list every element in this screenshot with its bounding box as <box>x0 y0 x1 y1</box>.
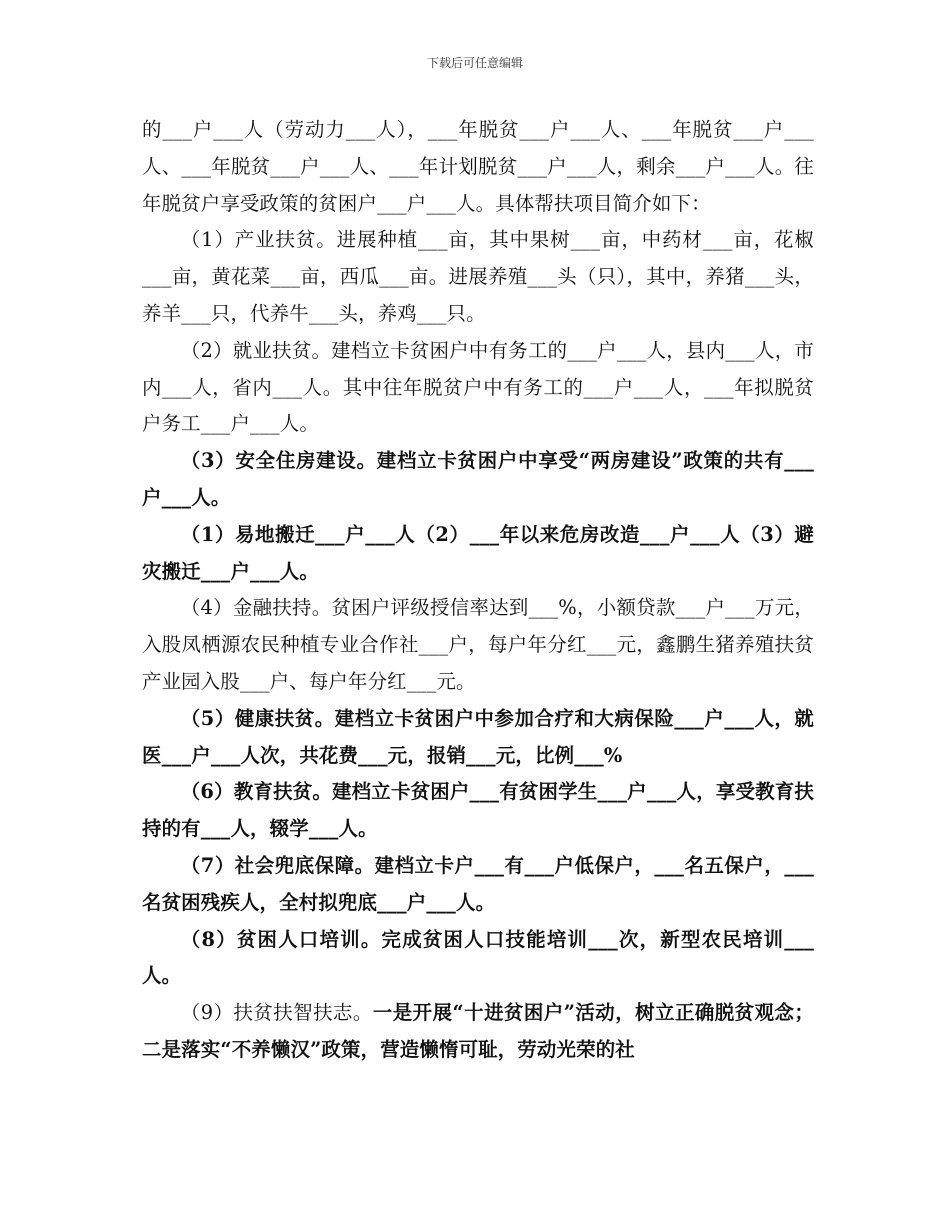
paragraph-health: （5）健康扶贫。建档立卡贫困户中参加合疗和大病保险___户___人，就医___户___人次，共花费___元，报销___元，比例___% <box>142 706 814 767</box>
paragraph-education: （6）教育扶贫。建档立卡贫困户___有贫困学生___户___人，享受教育扶持的有___人，辍学___人。 <box>142 780 814 841</box>
paragraph-housing: （3）安全住房建设。建档立卡贫困户中享受“两房建设”政策的共有___户___人。 <box>142 449 814 509</box>
paragraph-training: （8）贫困人口培训。完成贫困人口技能培训___次，新型农民培训___人。 <box>142 927 814 988</box>
paragraph-aspiration-rest: 一是开展“十进贫困户”活动，树立正确脱贫观念；二是落实“不养懒汉”政策，营造懒惰可耻，劳动光荣的社 <box>142 1001 815 1061</box>
paragraph-aspiration-lead: （9）扶贫扶智扶志。 <box>180 1001 373 1025</box>
paragraph-social-security: （7）社会兜底保障。建档立卡户___有___户低保户，___名五保户，___名贫困残疾人，全村拟兜底___户___人。 <box>142 853 814 914</box>
paragraph-aspiration <box>142 995 814 1069</box>
paragraph-finance: （4）金融扶持。贫困户评级授信率达到___%，小额贷款___户___万元，入股凤栖源农民种植专业合作社___户，每户年分红___元，鑫鹏生猪养殖扶贫产业园入股___户、每户年分红___元。 <box>142 596 814 693</box>
document-body <box>142 112 814 1069</box>
paragraph-relocation: （1）易地搬迁___户___人（2）___年以来危房改造___户___人（3）避灾搬迁___户___人。 <box>142 522 814 583</box>
paragraph-industry: （1）产业扶贫。进展种植___亩，其中果树___亩，中药材___亩，花椒___亩，黄花菜___亩，西瓜___亩。进展养殖___头（只），其中，养猪___头，养羊___只，代养牛___头，养鸡___只。 <box>142 228 814 325</box>
paragraph-employment: （2）就业扶贫。建档立卡贫困户中有务工的___户___人，县内___人，市内___人，省内___人。其中往年脱贫户中有务工的___户___人，___年拟脱贫户务工___户___人。 <box>142 338 814 436</box>
page-header: 下载后可任意编辑 <box>426 56 523 70</box>
paragraph-poverty-summary: 的___户___人（劳动力___人），___年脱贫___户___人、___年脱贫___户___人、___年脱贫___户___人、___年计划脱贫___户___人，剩余___户___人。往年脱贫户享受政策的贫困户___户___人。具体帮扶项目简介如下： <box>142 118 814 215</box>
